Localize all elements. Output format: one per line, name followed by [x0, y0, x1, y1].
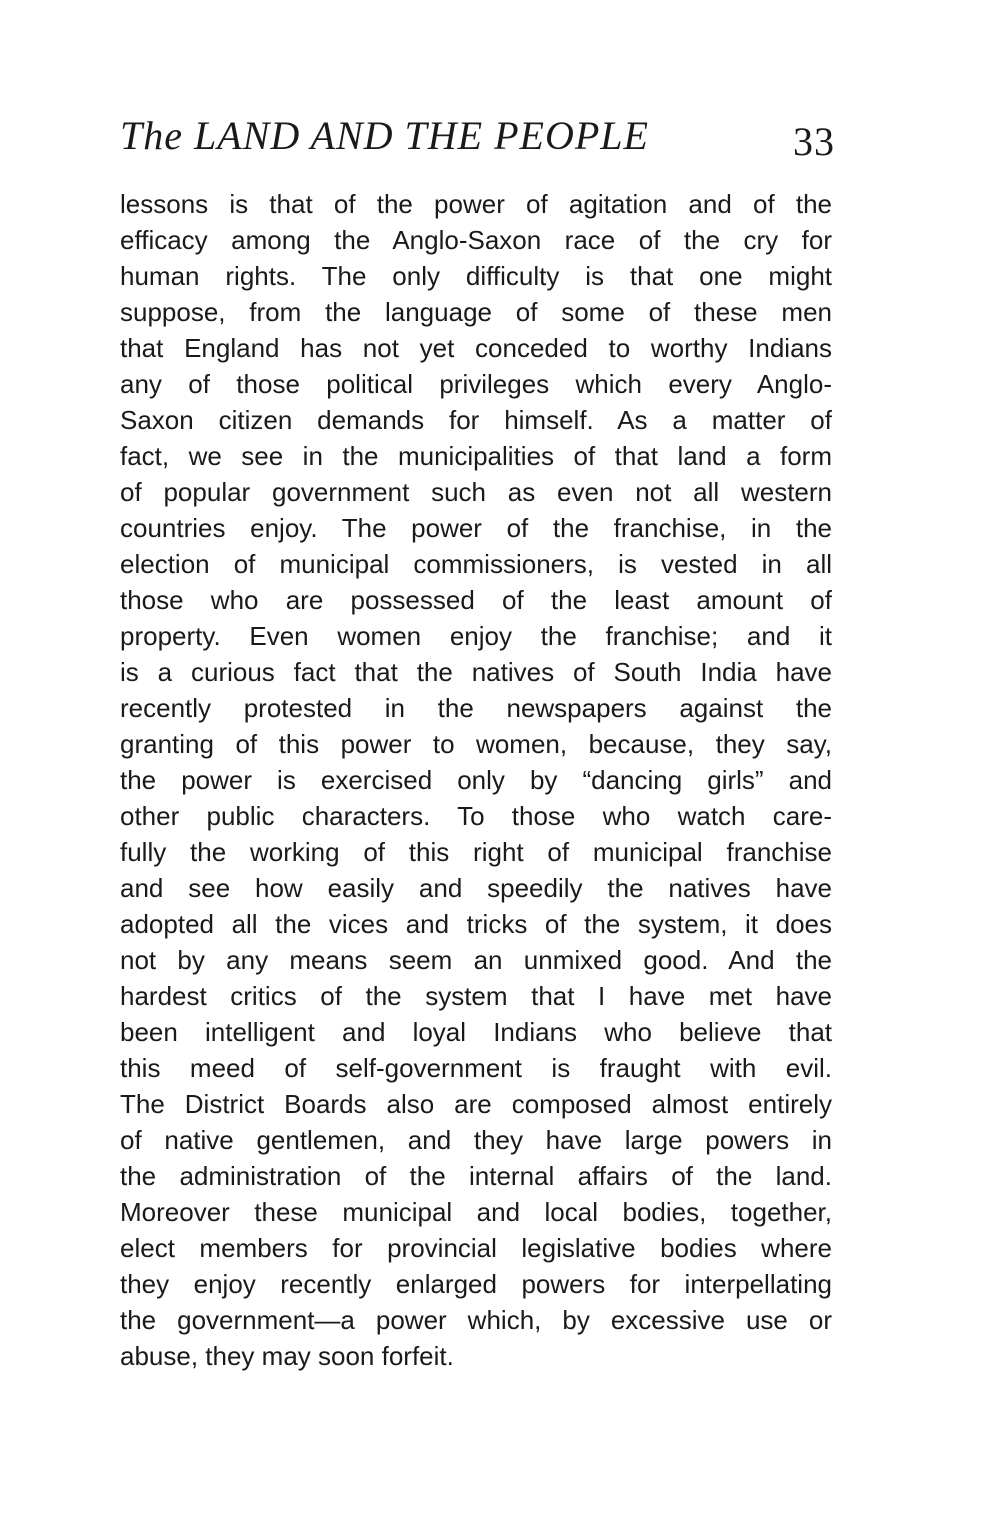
- text-line: the government—a power which, by excessive use or: [120, 1305, 832, 1335]
- text-line: been intelligent and loyal Indians who believe that: [120, 1017, 832, 1047]
- text-line: election of municipal commissioners, is vested in all: [120, 549, 832, 579]
- text-line: fully the working of this right of municipal franchise: [120, 837, 832, 867]
- running-title: The LAND AND THE PEOPLE: [120, 113, 649, 158]
- running-header: [120, 112, 835, 162]
- text-line: they enjoy recently enlarged powers for interpellating: [120, 1269, 832, 1299]
- text-line: that England has not yet conceded to worthy Indians: [120, 333, 832, 363]
- text-line: recently protested in the newspapers against the: [120, 693, 832, 723]
- text-line: other public characters. To those who watch care-: [120, 801, 832, 831]
- text-line: suppose, from the language of some of these men: [120, 297, 832, 327]
- text-line: fact, we see in the municipalities of that land a form: [120, 441, 832, 471]
- text-line: not by any means seem an unmixed good. And the: [120, 945, 832, 975]
- text-line: elect members for provincial legislative bodies where: [120, 1233, 832, 1263]
- text-line: those who are possessed of the least amount of: [120, 585, 832, 615]
- text-line: this meed of self-government is fraught with evil.: [120, 1053, 832, 1083]
- text-line: The District Boards also are composed almost entirely: [120, 1089, 832, 1119]
- body-paragraph: [120, 186, 832, 1374]
- text-line: efficacy among the Anglo-Saxon race of the cry for: [120, 225, 832, 255]
- text-line: lessons is that of the power of agitation and of the: [120, 189, 832, 219]
- text-line: of native gentlemen, and they have large powers in: [120, 1125, 832, 1155]
- text-line: adopted all the vices and tricks of the system, it does: [120, 909, 832, 939]
- text-line: countries enjoy. The power of the franchise, in the: [120, 513, 832, 543]
- text-line: granting of this power to women, because, they say,: [120, 729, 832, 759]
- text-line: the administration of the internal affairs of the land.: [120, 1161, 832, 1191]
- text-line: any of those political privileges which every Anglo-: [120, 369, 832, 399]
- text-line: and see how easily and speedily the natives have: [120, 873, 832, 903]
- text-line: property. Even women enjoy the franchise; and it: [120, 621, 832, 651]
- text-line: of popular government such as even not all western: [120, 477, 832, 507]
- text-line: the power is exercised only by “dancing girls” and: [120, 765, 832, 795]
- text-line: Moreover these municipal and local bodies, together,: [120, 1197, 832, 1227]
- page-number: 33: [793, 119, 835, 164]
- text-line: Saxon citizen demands for himself. As a matter of: [120, 405, 832, 435]
- text-line: hardest critics of the system that I have met have: [120, 981, 832, 1011]
- text-line: abuse, they may soon forfeit.: [120, 1341, 454, 1371]
- text-line: is a curious fact that the natives of South India have: [120, 657, 832, 687]
- text-line: human rights. The only difficulty is that one might: [120, 261, 832, 291]
